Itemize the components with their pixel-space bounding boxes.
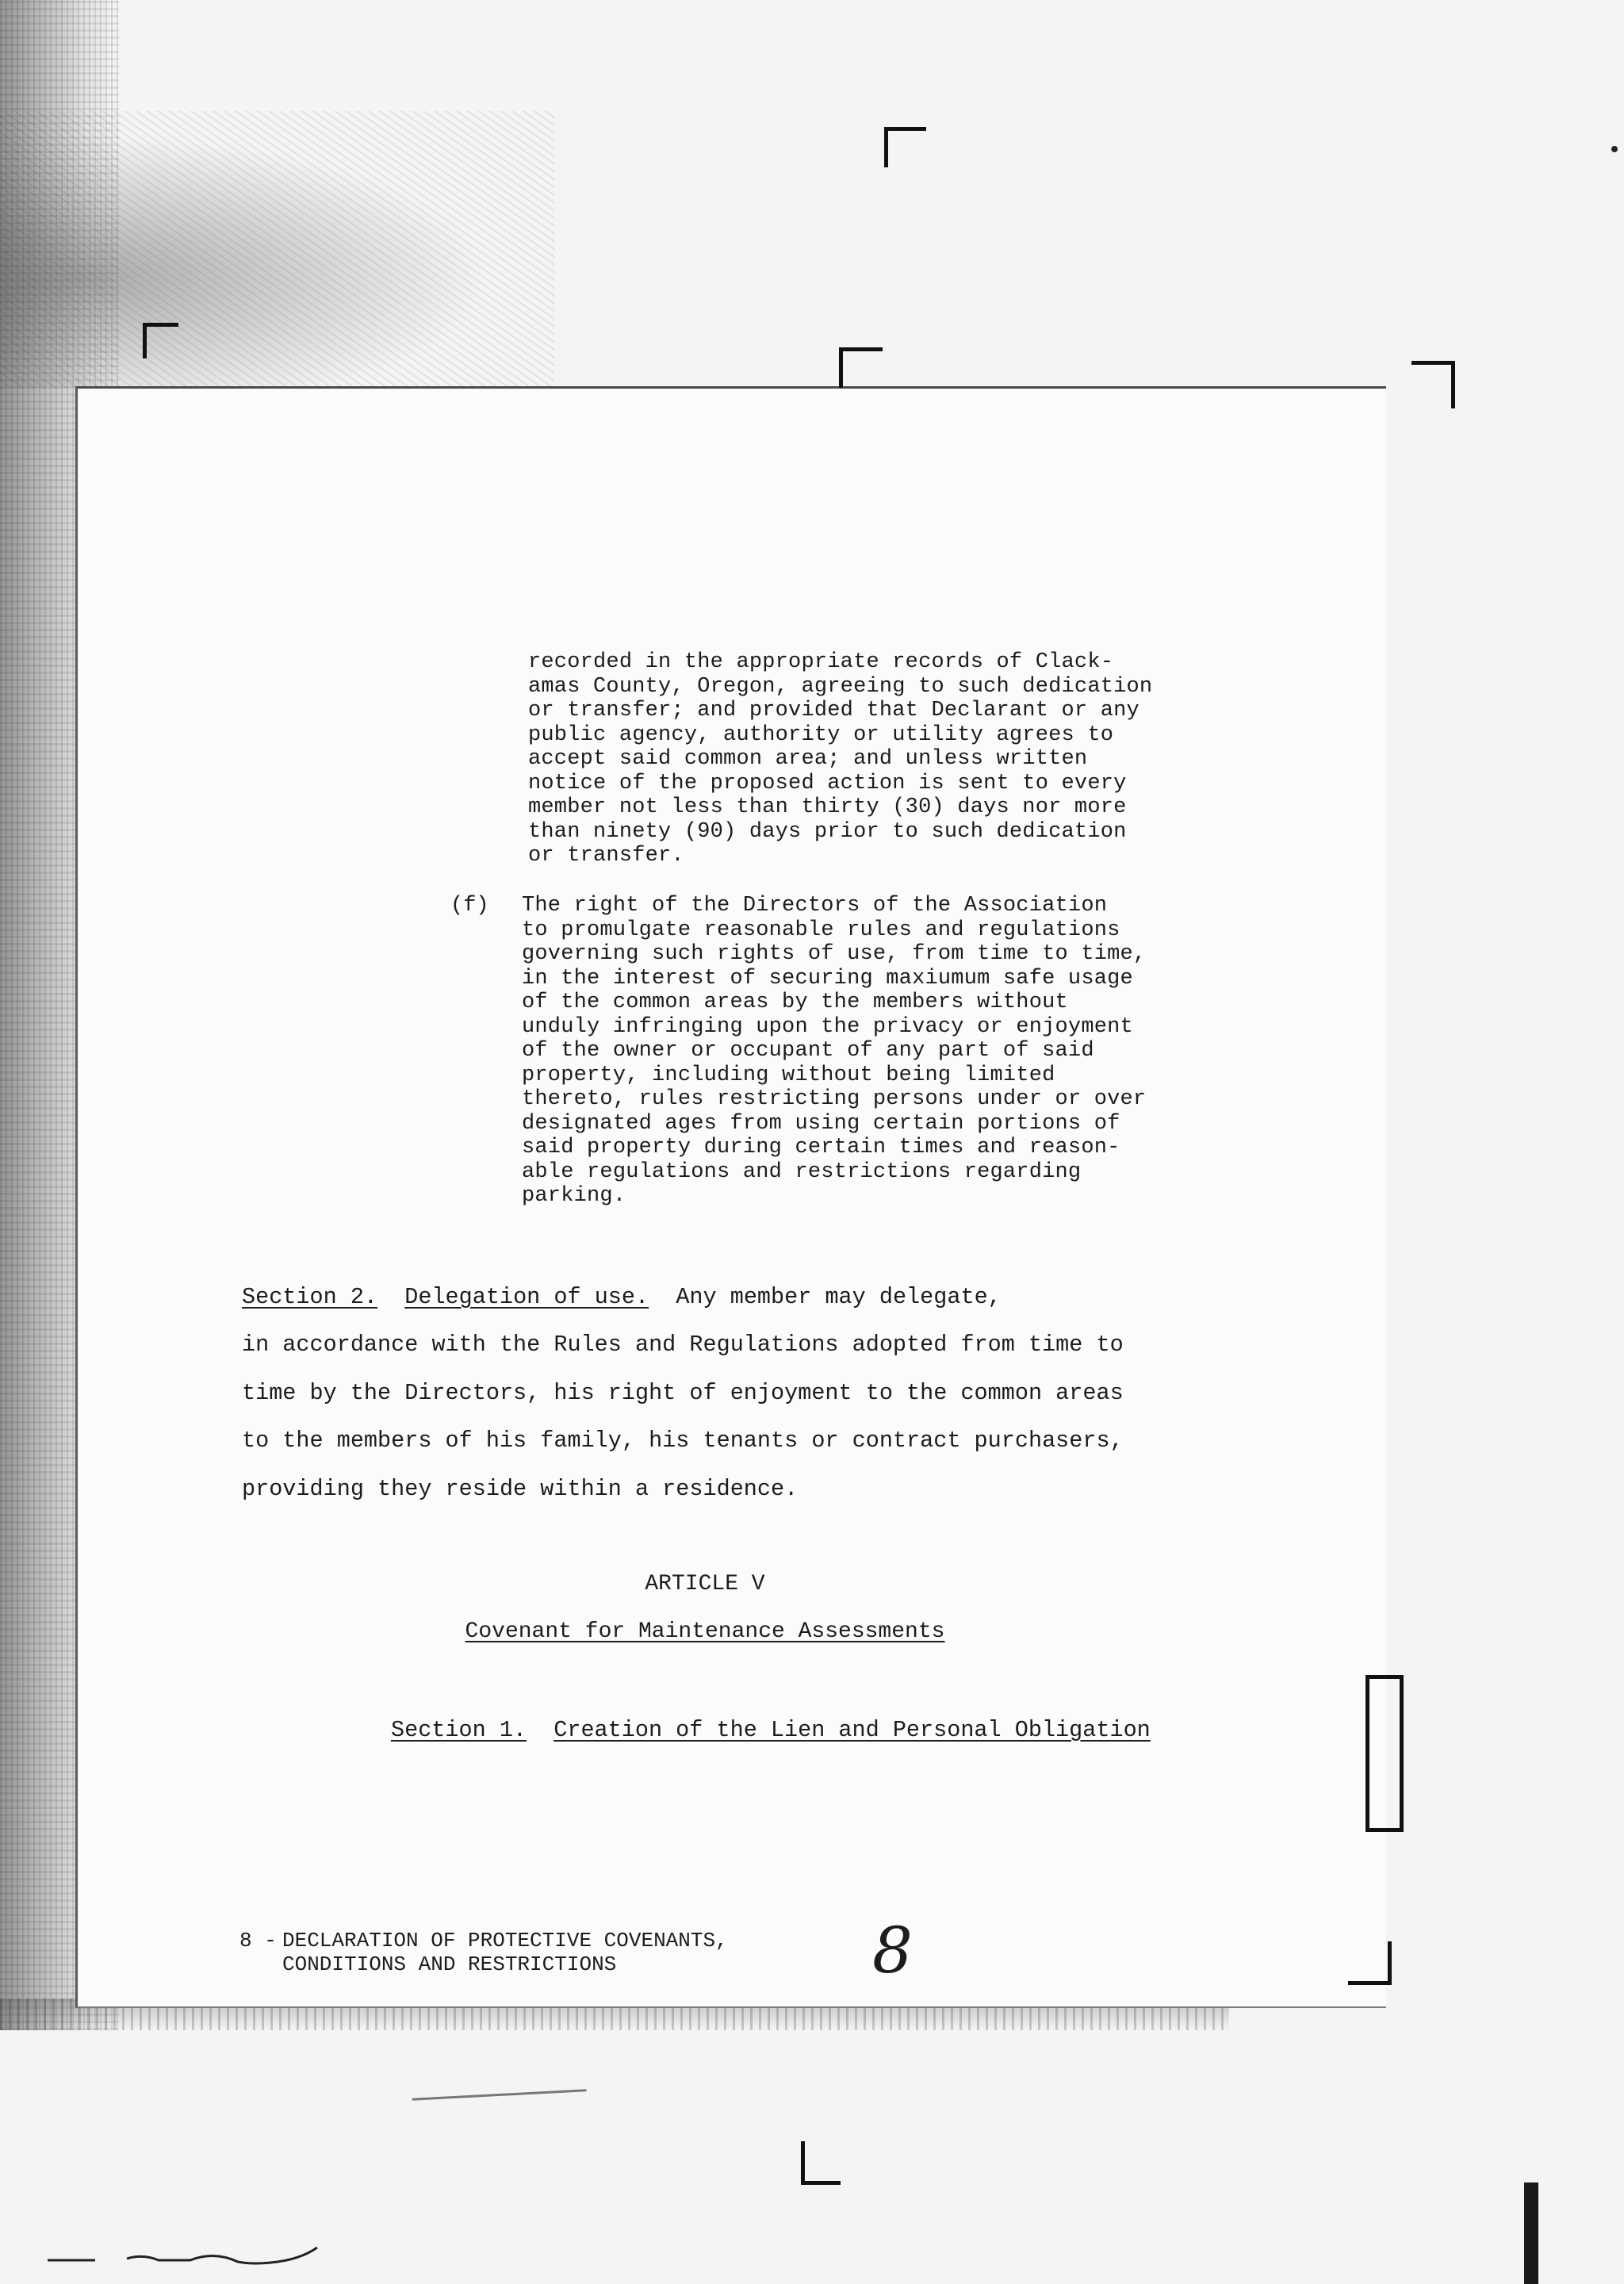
- section-1-heading: [391, 1717, 1151, 1743]
- section-2-label: Section 2.: [242, 1284, 378, 1310]
- smudge-line: [412, 2089, 588, 2111]
- edge-bar: [1524, 2182, 1538, 2284]
- crop-mark-bottom-right: [1348, 1941, 1392, 1985]
- section-1-label: Section 1.: [391, 1717, 527, 1743]
- paragraph-f: The right of the Directors of the Association to promulgate reasonable rules and regulations governing such rights of use, from time to time, in the interest of securing maxiumum safe usage of the common areas by the members without unduly infringing upon the privacy or enjoyment of the owner or occupant of any part of said property, including without being limited thereto, rules restricting persons under or over designated ages from using certain portions of said property during certain times and reason- able regulations and restrictions regarding parking.: [522, 894, 1147, 1208]
- scan-noise-top: [0, 111, 555, 389]
- paragraph-f-label: (f): [450, 894, 489, 918]
- footer-document-title: DECLARATION OF PROTECTIVE COVENANTS, CONDITIONS AND RESTRICTIONS: [282, 1929, 728, 1976]
- handwritten-page-number: 8: [872, 1914, 913, 1987]
- crop-mark-inner-top: [839, 347, 883, 388]
- scan-dot: [1611, 146, 1618, 152]
- crop-mark-top-right: [1411, 361, 1455, 408]
- handwritten-scribble: [48, 2244, 444, 2268]
- article-title: Covenant for Maintenance Assessments: [465, 1619, 945, 1644]
- registration-frame: [1365, 1675, 1404, 1832]
- footer-page-number: 8 -: [239, 1929, 277, 1953]
- article-heading: ARTICLE V: [645, 1572, 765, 1596]
- paragraph-e-continuation: recorded in the appropriate records of Clack- amas County, Oregon, agreeing to such dedication or transfer; and provided that Declarant or any public agency, authority or utility agrees to accept said common area; and unless written notice of the proposed action is sent to every member not less than thirty (30) days nor more than ninety (90) days prior to such dedication or transfer.: [528, 650, 1153, 868]
- crop-mark-top: [884, 127, 926, 167]
- crop-mark-bottom-left: [801, 2141, 841, 2185]
- crop-mark-top-left: [143, 323, 178, 358]
- section-2-title: Delegation of use.: [404, 1284, 649, 1310]
- section-2-first-line: Any member may delegate,: [649, 1284, 1002, 1310]
- section-1-title: Creation of the Lien and Personal Obligation: [553, 1717, 1151, 1743]
- section-2-body: in accordance with the Rules and Regulations adopted from time to time by the Directors, his right of enjoyment to the common areas to the members of his family, his tenants or contract purchasers, providing they reside within a residence.: [242, 1332, 1124, 1502]
